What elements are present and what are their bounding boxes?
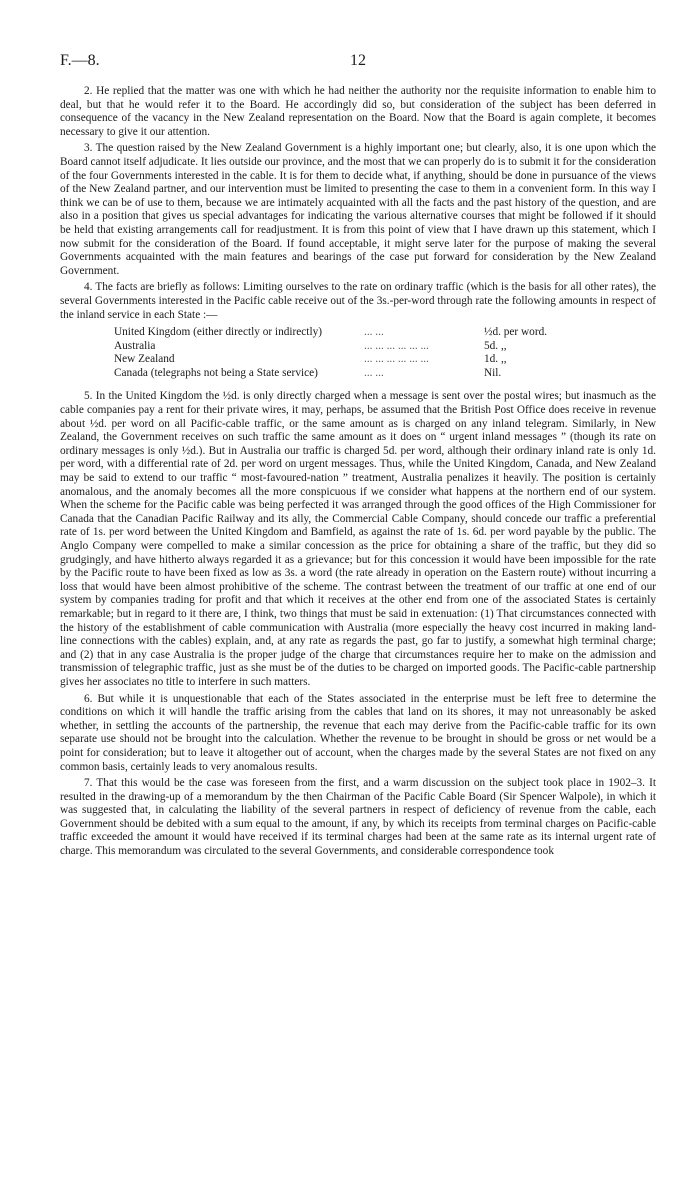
rate-state: New Zealand [114, 353, 175, 366]
rate-row [114, 367, 656, 381]
rate-leader-dots: ... ... [364, 326, 384, 339]
rates-table [60, 326, 656, 380]
rate-amount: 5d. ,, [484, 339, 507, 352]
rate-state: Australia [114, 339, 156, 352]
rate-amount: ½d. per word. [484, 326, 548, 339]
paragraph-7: 7. That this would be the case was foreseen from the first, and a warm discussion on the subject took place in 1902–3. It resulted in the drawing-up of a memorandum by the then Chairman of the Pacific Cable Board (Sir Spencer Walpole), in which it was suggested that, in calculating the liability of the several partners in respect of deficiency of revenue from the cable, each Government should be debited with a sum equal to the amount, if any, by which its receipts from terminal charges on Pacific-cable traffic exceeded the amount it would have received if its terminal charges had been at the same rate as its internal urgent rate of charge. This memorandum was circulated to the several Governments, and considerable correspondence took [60, 777, 656, 858]
rate-state: Canada (telegraphs not being a State service) [114, 366, 318, 379]
paragraph-4: 4. The facts are briefly as follows: Limiting ourselves to the rate on ordinary traffic (which is the basis for all other rates), the several Governments interested in the Pacific cable receive out of the 3s.-per-word through rate the following amounts in respect of the inland service in each State :— [60, 281, 656, 321]
paragraph-6: 6. But while it is unquestionable that each of the States associated in the enterprise must be left free to determine the conditions on which it will handle the traffic arising from the cables that land on its shores, it may not unreasonably be asked whether, in settling the accounts of the partnership, the revenue that each may derive from the Pacific-cable traffic for its own separate use should not be brought into the calculation. Whether the revenue to be brought in should be gross or net would be a point for consideration; but to leave it altogether out of account, when the charges made by the several States are not fixed on any common basis, certainly leads to very anomalous results. [60, 692, 656, 773]
paragraph-5: 5. In the United Kingdom the ½d. is only directly charged when a message is sent over the postal wires; but inasmuch as the cable companies pay a rent for their private wires, it may, perhaps, be assumed that the British Post Office does receive in revenue about ½d. per word on all Pacific-cable traffic, or the same amount as is charged on any inland telegram. Similarly, in New Zealand, the Government receives on such traffic the same amount as it does on “ urgent inland messages ” (though its rate on ordinary messages is only ½d.). But in Australia our traffic is charged 5d. per word, although their ordinary inland rate is only 1d. per word, with a differential rate of 2d. per word on urgent messages. Thus, while the United Kingdom, Canada, and New Zealand may be said to extend to our traffic “ most-favoured-nation ” treatment, Australia penalizes it heavily. The position is certainly anomalous, and the anomaly becomes all the more conspicuous if we consider what happens at the northern end of our system. When the scheme for the Pacific cable was being perfected it was arranged through the good offices of the High Commissioner for Canada that the Canadian Pacific Railway and its ally, the Commercial Cable Company, should concede our traffic a preferential rate of 1s. per word between the United Kingdom and Bamfield, as against the rate of 1s. 6d. per word payable by the public. The Anglo Company were compelled to make a similar concession as the price for obtaining a share of the traffic, but they did so grudgingly, and have hitherto always regarded it as a grievance; but for this concession it would have been impossible for the rate by the Pacific route to have been fixed as low as 3s. a word (the rate already in operation on the Eastern route) without incurring a loss that would have been almost prohibitive of the scheme. The contrast between the treatment of our traffic at one end of our system by companies trading for profit and that which it receives at the other end from one of the associated States is certainly remarkable; but in regard to it there are, I think, two things that must be said in extenuation: (1) That circumstances connected with the history of the establishment of cable communication with Australia (more especially the heavy cost incurred in making land-line connections with the cables) explain, and, at any rate as regards the past, go far to justify, a somewhat high terminal charge; and (2) that in any case Australia is the proper judge of the charge that circumstances require her to make on the admission and transmission of telegraphic traffic, just as she must be of the duties to be charged on imported goods. The Pacific-cable partnership gives her associates no title to interfere in such matters. [60, 390, 656, 688]
rate-row [114, 326, 656, 340]
rate-amount: Nil. [484, 366, 502, 379]
page-number: 12 [350, 52, 366, 69]
rate-row [114, 340, 656, 354]
document-reference: F.—8. [60, 52, 100, 69]
document-body [60, 85, 656, 862]
paragraph-3: 3. The question raised by the New Zealand Government is a highly important one; but clearly, also, it is one upon which the Board cannot itself adjudicate. It lies outside our province, and the most that we can properly do is to submit it for the consideration of the four Governments interested in the cable. It is for them to decide what, if anything, should be done in pursuance of the views of the New Zealand partner, and our intervention must be limited to presenting the case to them in a convenient form. In this way I think we can be of use to them, because we are intimately acquainted with all the facts and the past history of the question, and are also in a position that gives us special advantages for indicating the various alternative courses that might be followed if it should be held that existing arrangements call for readjustment. It is from this point of view that I have drawn up this statement, which I now submit for the consideration of the Board. If found acceptable, it might serve later for the purpose of making the several Governments acquainted with the main features and bearings of the case put forward for consideration by the New Zealand Government. [60, 142, 656, 277]
rate-row [114, 353, 656, 367]
rate-amount: 1d. ,, [484, 353, 507, 366]
rate-leader-dots: ... ... ... ... ... ... [364, 339, 429, 352]
paragraph-2: 2. He replied that the matter was one with which he had neither the authority nor the requisite information to enable him to deal, but that he would refer it to the Board. He accordingly did so, but consideration of the subject has been deferred in consequence of the vacancy in the New Zealand representation on the Board. Now that the Board is again complete, it becomes necessary to give it our attention. [60, 85, 656, 138]
rate-state: United Kingdom (either directly or indirectly) [114, 326, 322, 339]
rate-leader-dots: ... ... [364, 366, 384, 379]
rate-leader-dots: ... ... ... ... ... ... [364, 353, 429, 366]
page-header [60, 52, 656, 76]
